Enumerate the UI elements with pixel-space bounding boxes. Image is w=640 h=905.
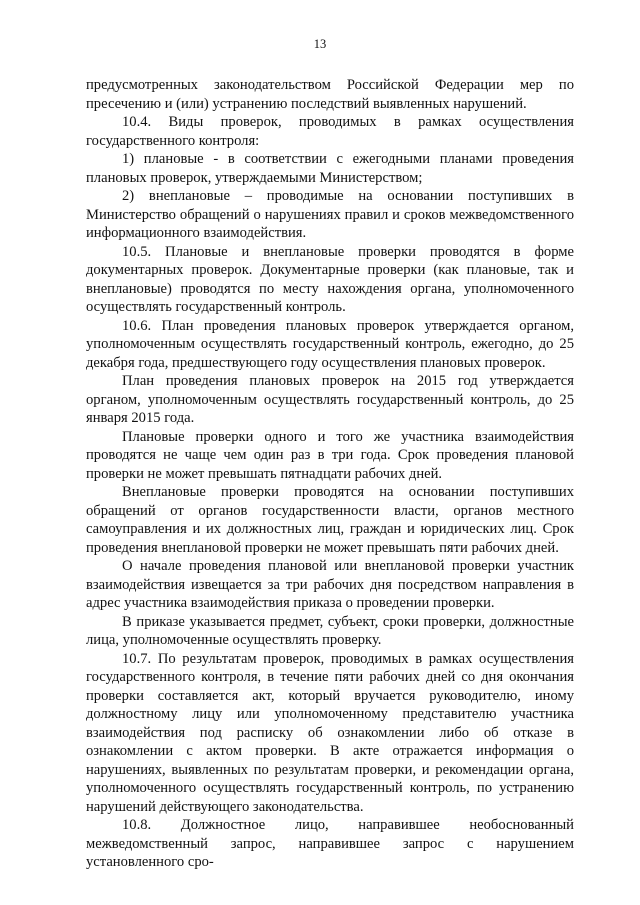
paragraph-10-7: 10.7. По результатам проверок, проводимых в рамках осуществления государственного контроля, в течение пяти рабочих дней со дня окончания проверки составляется акт, который вручается руководителю, иному должностному лицу или уполномоченному представителю участника взаимодействия под расписку об ознакомлении либо об отказе в ознакомлении с актом проверки. В акте отражается информация о нарушениях, выявленных по результатам проверки, и рекомендации органа, уполномоченного осуществлять государственный контроль, по устранению нарушений действующего законодательства. <box>86 650 574 815</box>
paragraph-notification: О начале проведения плановой или внеплановой проверки участник взаимодействия извещается за три рабочих дня посредством направления в адрес участника взаимодействия приказа о проведении проверки. <box>86 558 574 611</box>
paragraph-continuation: предусмотренных законодательством Российской Федерации мер по пресечению и (или) устранению последствий выявленных нарушений. <box>86 77 574 112</box>
paragraph-10-6: 10.6. План проведения плановых проверок утверждается органом, уполномоченным осуществлять государственный контроль, ежегодно, до 25 декабря года, предшествующего году осуществления плановых проверок. <box>86 317 574 371</box>
paragraph-10-4: 10.4. Виды проверок, проводимых в рамках осуществления государственного контроля: <box>86 114 574 149</box>
paragraph-order-contents: В приказе указывается предмет, субъект, сроки проверки, должностные лица, уполномоченные осуществлять проверку. <box>86 613 574 648</box>
paragraph-unplanned-grounds: Внеплановые проверки проводятся на основании поступивших обращений от органов государственности власти, органов местного самоуправления и их должностных лиц, граждан и юридических лиц. Срок проведения внеплановой проверки не может превышать пяти рабочих дней. <box>86 484 574 556</box>
list-item-planned-inspections: 1) плановые - в соответствии с ежегодными планами проведения плановых проверок, утверждаемыми Министерством; <box>86 151 574 186</box>
paragraph-10-8: 10.8. Должностное лицо, направившее необоснованный межведомственный запрос, направившее запрос с нарушением установленного сро- <box>86 817 574 870</box>
paragraph-plan-2015: План проведения плановых проверок на 2015 год утверждается органом, уполномоченным осуществлять государственный контроль, до 25 января 2015 года. <box>86 373 574 426</box>
document-body <box>86 76 574 872</box>
paragraph-10-5: 10.5. Плановые и внеплановые проверки проводятся в форме документарных проверок. Документарные проверки (как плановые, так и внеплановые) проводятся по месту нахождения органа, уполномоченного осуществлять государственный контроль. <box>86 243 574 315</box>
page-number: 13 <box>313 37 327 51</box>
paragraph-planned-frequency: Плановые проверки одного и того же участника взаимодействия проводятся не чаще чем один раз в три года. Срок проведения плановой проверки не может превышать пятнадцати рабочих дней. <box>86 428 574 482</box>
list-item-unplanned-inspections: 2) внеплановые – проводимые на основании поступивших в Министерство обращений о нарушениях правил и сроков межведомственного информационного взаимодействия. <box>86 188 574 241</box>
